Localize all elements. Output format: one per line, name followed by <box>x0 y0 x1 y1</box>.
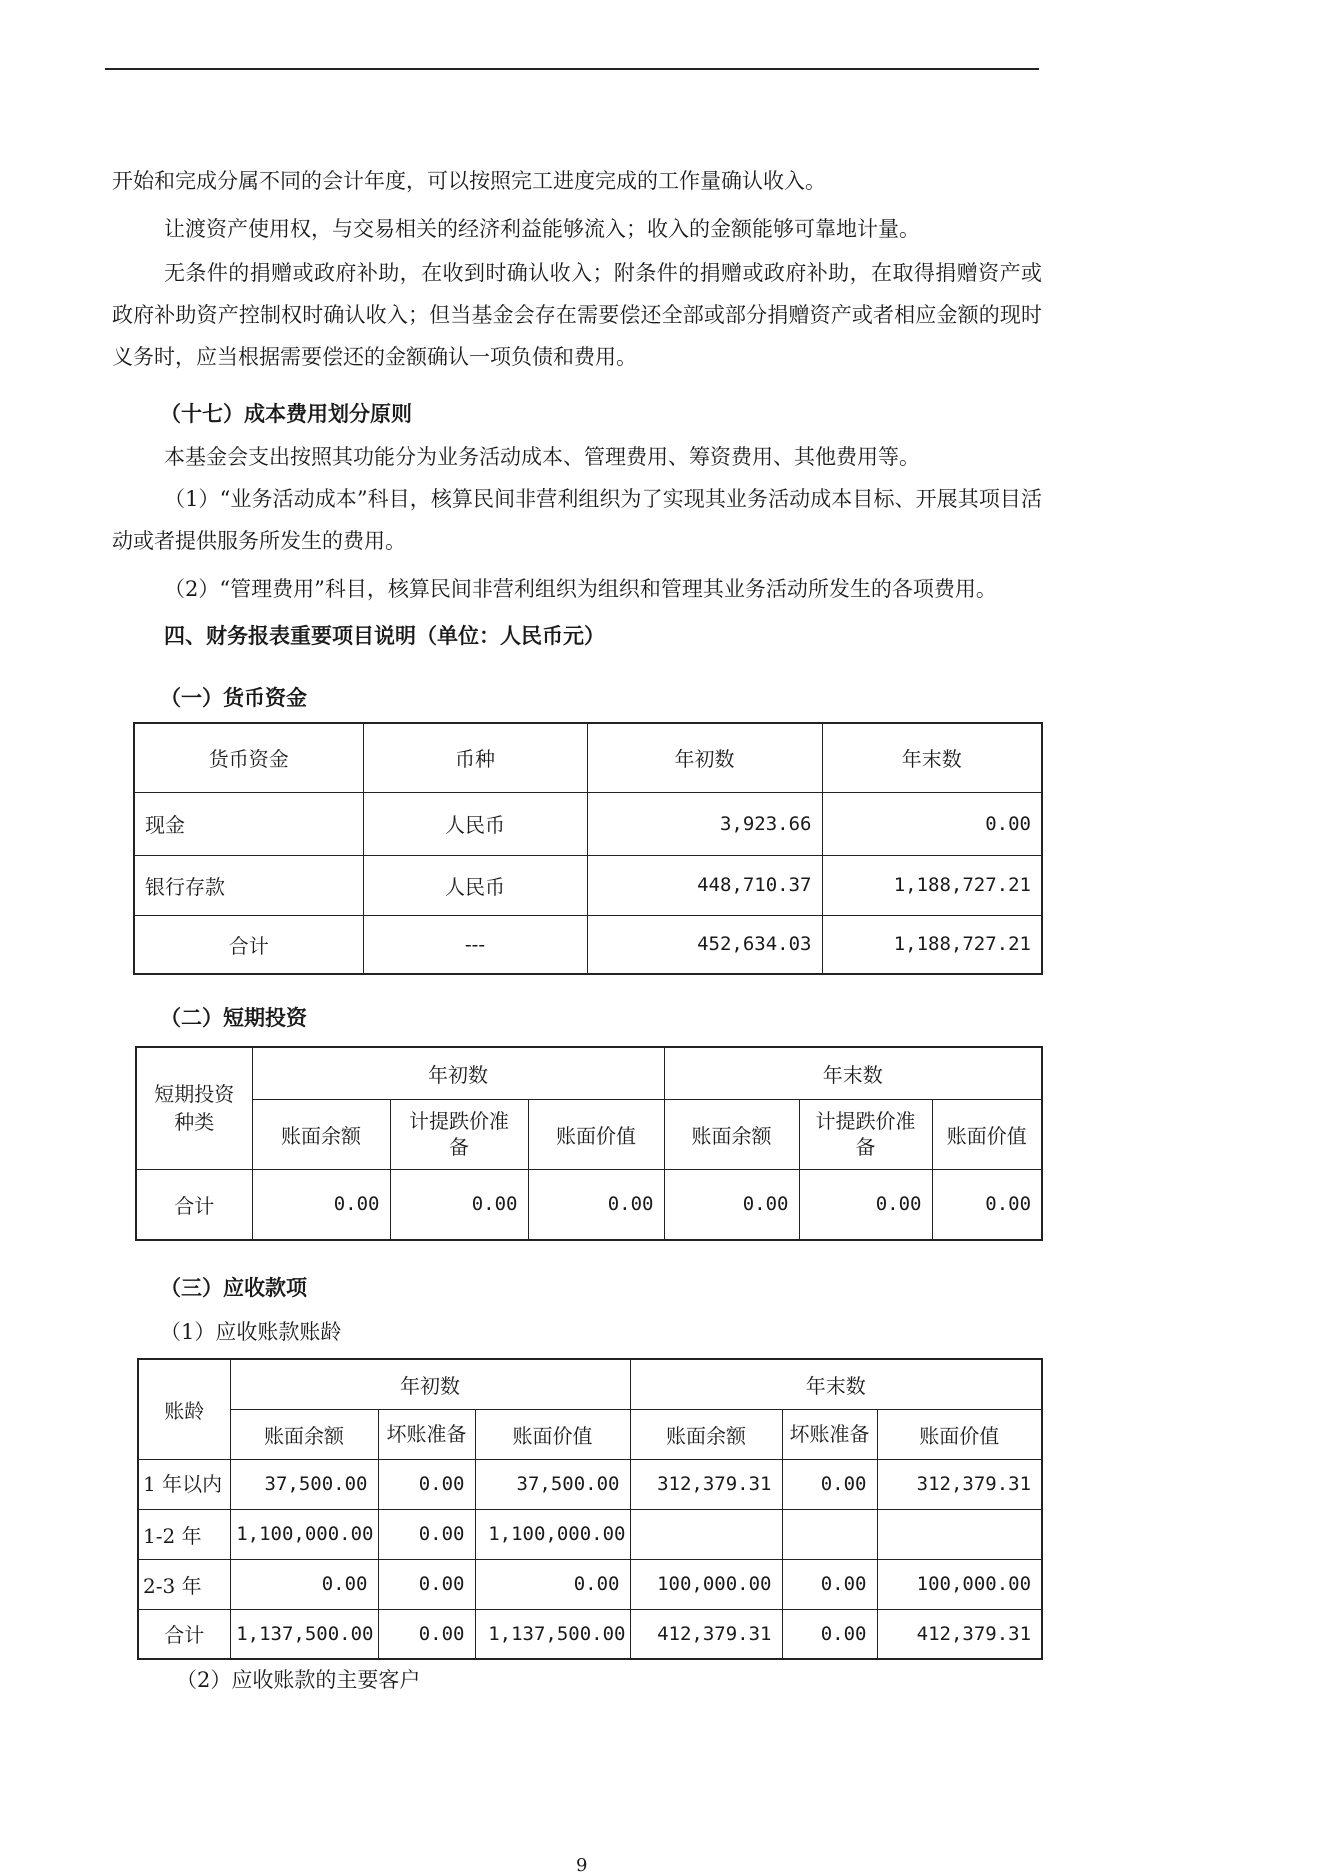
header-cell: 年初数 <box>587 723 822 792</box>
table-cell: 0.00 <box>932 1169 1042 1240</box>
table-cell: 0.00 <box>822 792 1042 855</box>
table-cell: 0.00 <box>782 1559 877 1609</box>
table-cell <box>782 1509 877 1559</box>
table-cell: 银行存款 <box>134 855 363 915</box>
header-cell: 坏账准备 <box>378 1409 475 1459</box>
header-cell: 货币资金 <box>134 723 363 792</box>
table-cell: 0.00 <box>528 1169 664 1240</box>
header-cell: 账面余额 <box>252 1099 390 1169</box>
table-total-row <box>138 1609 1042 1659</box>
table-cell: 100,000.00 <box>630 1559 782 1609</box>
table-cell <box>877 1509 1042 1559</box>
page-number: 9 <box>576 1855 588 1876</box>
table-cell: --- <box>363 915 587 974</box>
paragraph: 本基金会支出按照其功能分为业务活动成本、管理费用、筹资费用、其他费用等。 <box>164 445 920 469</box>
header-cell: 账龄 <box>138 1359 230 1459</box>
table-total-row <box>134 915 1042 974</box>
header-cell: 币种 <box>363 723 587 792</box>
table-cell <box>630 1509 782 1559</box>
table-cell: 412,379.31 <box>877 1609 1042 1659</box>
table-cell: 2-3 年 <box>138 1559 230 1609</box>
table-cell: 1,137,500.00 <box>475 1609 630 1659</box>
table-cell: 0.00 <box>378 1609 475 1659</box>
header-cell: 短期投资种类 <box>136 1047 252 1169</box>
table-cell: 0.00 <box>782 1609 877 1659</box>
table-cell: 37,500.00 <box>230 1459 378 1509</box>
section-heading: 四、财务报表重要项目说明（单位：人民币元） <box>164 623 605 648</box>
header-cell: 账面余额 <box>230 1409 378 1459</box>
table-header-row <box>134 723 1042 792</box>
table-cell: 现金 <box>134 792 363 855</box>
table-cell: 1,100,000.00 <box>230 1509 378 1559</box>
paragraph: （1）“业务活动成本”科目，核算民间非营利组织为了实现其业务活动成本目标、开展其项目活动或者提供服务所发生的费用。 <box>112 487 1042 553</box>
header-cell: 账面余额 <box>630 1409 782 1459</box>
paragraph: 无条件的捐赠或政府补助，在收到时确认收入；附条件的捐赠或政府补助，在取得捐赠资产或政府补助资产控制权时确认收入；但当基金会存在需要偿还全部或部分捐赠资产或者相应金额的现时义务时，应当根据需要偿还的金额确认一项负债和费用。 <box>112 261 1042 369</box>
header-cell: 年末数 <box>664 1047 1042 1099</box>
table-cell: 412,379.31 <box>630 1609 782 1659</box>
table-cell: 1,188,727.21 <box>822 855 1042 915</box>
table-header-row <box>136 1099 1042 1169</box>
table-cell: 1-2 年 <box>138 1509 230 1559</box>
table-total-row <box>136 1169 1042 1240</box>
paragraph: 让渡资产使用权，与交易相关的经济利益能够流入；收入的金额能够可靠地计量。 <box>164 217 920 241</box>
table-cell: 3,923.66 <box>587 792 822 855</box>
section-heading: （十七）成本费用划分原则 <box>160 401 412 426</box>
subsection-title: （1）应收账款账龄 <box>160 1320 342 1344</box>
table-cell: 0.00 <box>378 1509 475 1559</box>
table-row <box>138 1459 1042 1509</box>
table-cell: 0.00 <box>799 1169 932 1240</box>
table-cell: 0.00 <box>664 1169 799 1240</box>
table-cell: 合计 <box>138 1609 230 1659</box>
header-cell: 账面余额 <box>664 1099 799 1169</box>
table-cell: 人民币 <box>363 792 587 855</box>
paragraph: （2）“管理费用”科目，核算民间非营利组织为组织和管理其业务活动所发生的各项费用。 <box>164 577 997 601</box>
header-cell: 坏账准备 <box>782 1409 877 1459</box>
table-cell: 1 年以内 <box>138 1459 230 1509</box>
header-cell: 计提跌价准备 <box>390 1099 528 1169</box>
table-cell: 0.00 <box>782 1459 877 1509</box>
table-row <box>138 1509 1042 1559</box>
header-cell: 计提跌价准备 <box>799 1099 932 1169</box>
table-header-row <box>136 1047 1042 1099</box>
table-header-row <box>138 1359 1042 1409</box>
table-cell: 452,634.03 <box>587 915 822 974</box>
section-title: （一）货币资金 <box>160 685 307 710</box>
table-cell: 1,137,500.00 <box>230 1609 378 1659</box>
table-cell: 1,188,727.21 <box>822 915 1042 974</box>
header-cell: 账面价值 <box>932 1099 1042 1169</box>
table-cell: 0.00 <box>378 1559 475 1609</box>
paragraph: 开始和完成分属不同的会计年度，可以按照完工进度完成的工作量确认收入。 <box>112 169 826 193</box>
table-cell: 312,379.31 <box>630 1459 782 1509</box>
table-row <box>138 1559 1042 1609</box>
table-row <box>134 855 1042 915</box>
section-title: （二）短期投资 <box>160 1005 307 1030</box>
table-cell: 0.00 <box>230 1559 378 1609</box>
header-rule <box>105 68 1039 70</box>
receivables-aging-table <box>137 1358 1043 1660</box>
header-cell: 年末数 <box>630 1359 1042 1409</box>
table-header-row <box>138 1409 1042 1459</box>
header-cell: 年末数 <box>822 723 1042 792</box>
monetary-funds-table <box>133 722 1043 975</box>
table-row <box>134 792 1042 855</box>
table-cell: 37,500.00 <box>475 1459 630 1509</box>
table-cell: 人民币 <box>363 855 587 915</box>
header-cell: 账面价值 <box>475 1409 630 1459</box>
table-cell: 合计 <box>134 915 363 974</box>
section-title: （三）应收款项 <box>160 1275 307 1300</box>
subsection-title: （2）应收账款的主要客户 <box>176 1668 421 1692</box>
table-cell: 100,000.00 <box>877 1559 1042 1609</box>
table-cell: 0.00 <box>378 1459 475 1509</box>
short-term-investment-table <box>135 1046 1043 1241</box>
header-cell: 账面价值 <box>877 1409 1042 1459</box>
header-cell: 年初数 <box>252 1047 664 1099</box>
table-cell: 1,100,000.00 <box>475 1509 630 1559</box>
table-cell: 0.00 <box>252 1169 390 1240</box>
table-cell: 0.00 <box>475 1559 630 1609</box>
header-cell: 账面价值 <box>528 1099 664 1169</box>
table-cell: 0.00 <box>390 1169 528 1240</box>
header-cell: 年初数 <box>230 1359 630 1409</box>
table-cell: 合计 <box>136 1169 252 1240</box>
table-cell: 448,710.37 <box>587 855 822 915</box>
table-cell: 312,379.31 <box>877 1459 1042 1509</box>
